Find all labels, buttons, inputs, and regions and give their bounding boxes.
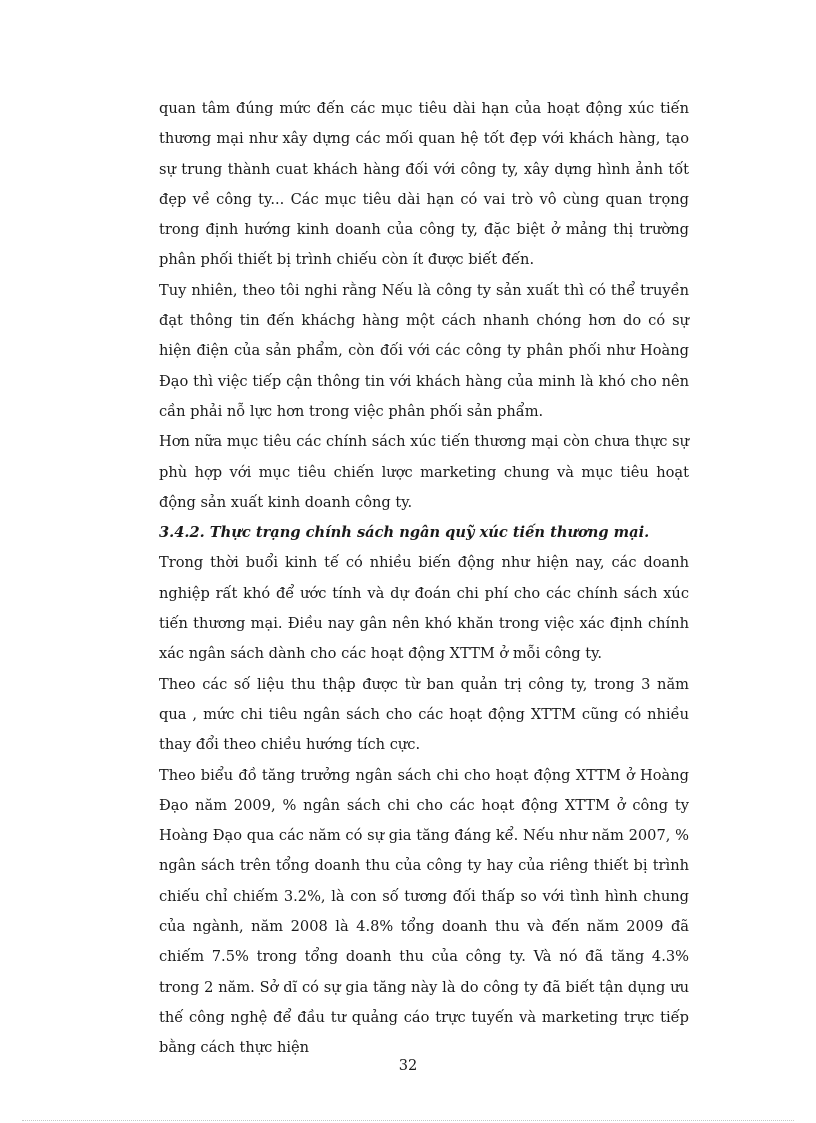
paragraph-distribution-difficulty: Tuy nhiên, theo tôi nghi rằng Nếu là công ty sản xuất thì có thể truyền đạt thông tin đến kháchg hàng một cách nhanh chóng hơn do có sự hiện điện của sản phẩm, còn đối với các công ty phân phối như Hoàng Đạo thì việc tiếp cận thông tin với khách hàng của minh là khó cho nên cần phải nỗ lực hơn trong việc phân phối sản phẩm.: [159, 281, 689, 420]
paragraph-economic-volatility: Trong thời buổi kinh tế có nhiều biến động như hiện nay, các doanh nghiệp rất khó để ước tính và dự đoán chi phí cho các chính sách xúc tiến thương mại. Điều nay gân nên khó khăn trong việc xác định chính xác ngân sách dành cho các hoạt động XTTM ở mỗi công ty.: [159, 554, 689, 663]
paragraph-budget-growth-figures: Theo biểu đồ tăng trưởng ngân sách chi cho hoạt động XTTM ở Hoàng Đạo năm 2009, % ngân sách chi cho các hoạt động XTTM ở công ty Hoàng Đạo qua các năm có sự gia tăng đáng kể. Nếu như năm 2007, % ngân sách trên tổng doanh thu của công ty hay của riêng thiết bị trình chiếu chỉ chiếm 3.2%, là con số tương đối thấp so với tình hình chung của ngành, năm 2008 là 4.8% tổng doanh thu và đến năm 2009 đã chiếm 7.5% trong tổng doanh thu của công ty. Và nó đã tăng 4.3% trong 2 năm. Sở dĩ có sự gia tăng này là do công ty đã biết tận dụng ưu thế công nghệ để đầu tư quảng cáo trực tuyến và marketing trực tiếp bằng cách thực hiện: [159, 766, 689, 1057]
paragraph-strategy-alignment: Hơn nữa mục tiêu các chính sách xúc tiến thương mại còn chưa thực sự phù hợp với mục tiêu chiến lược marketing chung và mục tiêu hoạt động sản xuất kinh doanh công ty.: [159, 433, 689, 511]
paragraph-long-term-goals: quan tâm đúng mức đến các mục tiêu dài hạn của hoạt động xúc tiến thương mại như xây dựng các mối quan hệ tốt đẹp với khách hàng, tạo sự trung thành cuat khách hàng đối với công ty, xây dựng hình ảnh tốt đẹp về công ty... Các mục tiêu dài hạn có vai trò vô cùng quan trọng trong định hướng kinh doanh của công ty, đặc biệt ở mảng thị trường phân phối thiết bị trình chiếu còn ít được biết đến.: [159, 100, 689, 269]
paragraph-budget-trend: Theo các số liệu thu thập được từ ban quản trị công ty, trong 3 năm qua , mức chi tiêu ngân sách cho các hoạt động XTTM cũng có nhiều thay đổi theo chiều hướng tích cực.: [159, 675, 689, 754]
page-number: 32: [398, 1057, 418, 1074]
section-heading: 3.4.2. Thực trạng chính sách ngân quỹ xúc tiến thương mại.: [159, 524, 650, 542]
page-bottom-edge: [22, 1120, 794, 1121]
page-body: [159, 94, 689, 1064]
